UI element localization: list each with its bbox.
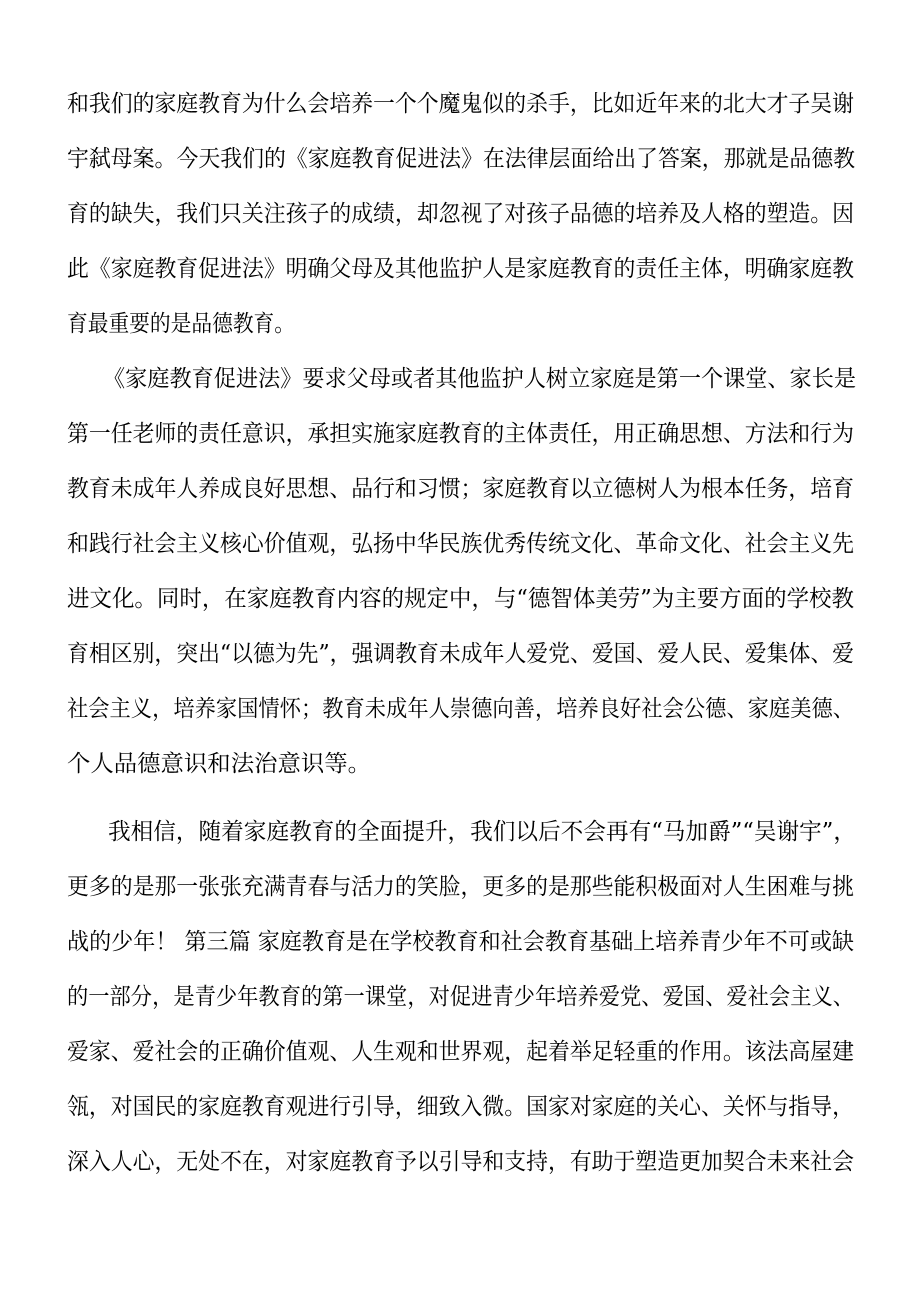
- line-text: 战的少年！ 第三篇 家庭教育是在学校教育和社会教育基础上培养青少年不可或缺: [67, 929, 855, 955]
- text-line: [0, 1079, 920, 1135]
- text-line: [0, 1024, 920, 1080]
- text-line: [0, 859, 920, 915]
- line-text: 和我们的家庭教育为什么会培养一个个魔鬼似的杀手，比如近年来的北大才子吴谢: [67, 91, 855, 117]
- text-line: [0, 681, 920, 737]
- line-text: 第一任老师的责任意识，承担实施家庭教育的主体责任，用正确思想、方法和行为: [67, 421, 855, 447]
- text-line: [0, 131, 920, 187]
- line-text: 社会主义，培养家国情怀；教育未成年人崇德向善，培养良好社会公德、家庭美德、: [67, 696, 855, 722]
- line-text: 育的缺失，我们只关注孩子的成绩，却忽视了对孩子品德的培养及人格的塑造。因: [67, 201, 855, 227]
- line-text: 我相信，随着家庭教育的全面提升，我们以后不会再有“马加爵”“吴谢宇”，: [108, 819, 856, 845]
- line-text: 宇弑母案。今天我们的《家庭教育促进法》在法律层面给出了答案，那就是品德教: [67, 146, 856, 172]
- line-text: 深入人心，无处不在，对家庭教育予以引导和支持，有助于塑造更加契合未来社会: [67, 1149, 855, 1175]
- text-line: [0, 736, 920, 792]
- text-line: [0, 571, 920, 627]
- line-text: 《家庭教育促进法》要求父母或者其他监护人树立家庭是第一个课堂、家长是: [103, 366, 856, 392]
- text-line: [0, 296, 920, 352]
- line-text: 此《家庭教育促进法》明确父母及其他监护人是家庭教育的责任主体，明确家庭教: [67, 256, 855, 282]
- text-line: [0, 516, 920, 572]
- text-line: [0, 406, 920, 462]
- text-line: [0, 1134, 920, 1190]
- text-line: [0, 969, 920, 1025]
- text-line: [0, 461, 920, 517]
- text-line: [0, 186, 920, 242]
- line-text: 育相区别，突出“以德为先”，强调教育未成年人爱党、爱国、爱人民、爱集体、爱: [67, 641, 855, 667]
- line-text: 个人品德意识和法治意识等。: [67, 751, 371, 777]
- line-text: 进文化。同时，在家庭教育内容的规定中，与“德智体美劳”为主要方面的学校教: [67, 586, 855, 612]
- line-text: 教育未成年人养成良好思想、品行和习惯；家庭教育以立德树人为根本任务，培育: [67, 476, 855, 502]
- line-text: 瓴，对国民的家庭教育观进行引导，细致入微。国家对家庭的关心、关怀与指导，: [67, 1094, 855, 1120]
- line-text: 育最重要的是品德教育。: [67, 311, 296, 337]
- line-text: 的一部分，是青少年教育的第一课堂，对促进青少年培养爱党、爱国、爱社会主义、: [67, 984, 855, 1010]
- text-line: [0, 804, 920, 860]
- text-line: [0, 626, 920, 682]
- text-line: [0, 76, 920, 132]
- text-line: [0, 241, 920, 297]
- line-text: 和践行社会主义核心价值观，弘扬中华民族优秀传统文化、革命文化、社会主义先: [67, 531, 855, 557]
- line-text: 更多的是那一张张充满青春与活力的笑脸，更多的是那些能积极面对人生困难与挑: [67, 874, 855, 900]
- text-line: [0, 351, 920, 407]
- text-line: [0, 914, 920, 970]
- line-text: 爱家、爱社会的正确价值观、人生观和世界观，起着举足轻重的作用。该法高屋建: [67, 1039, 855, 1065]
